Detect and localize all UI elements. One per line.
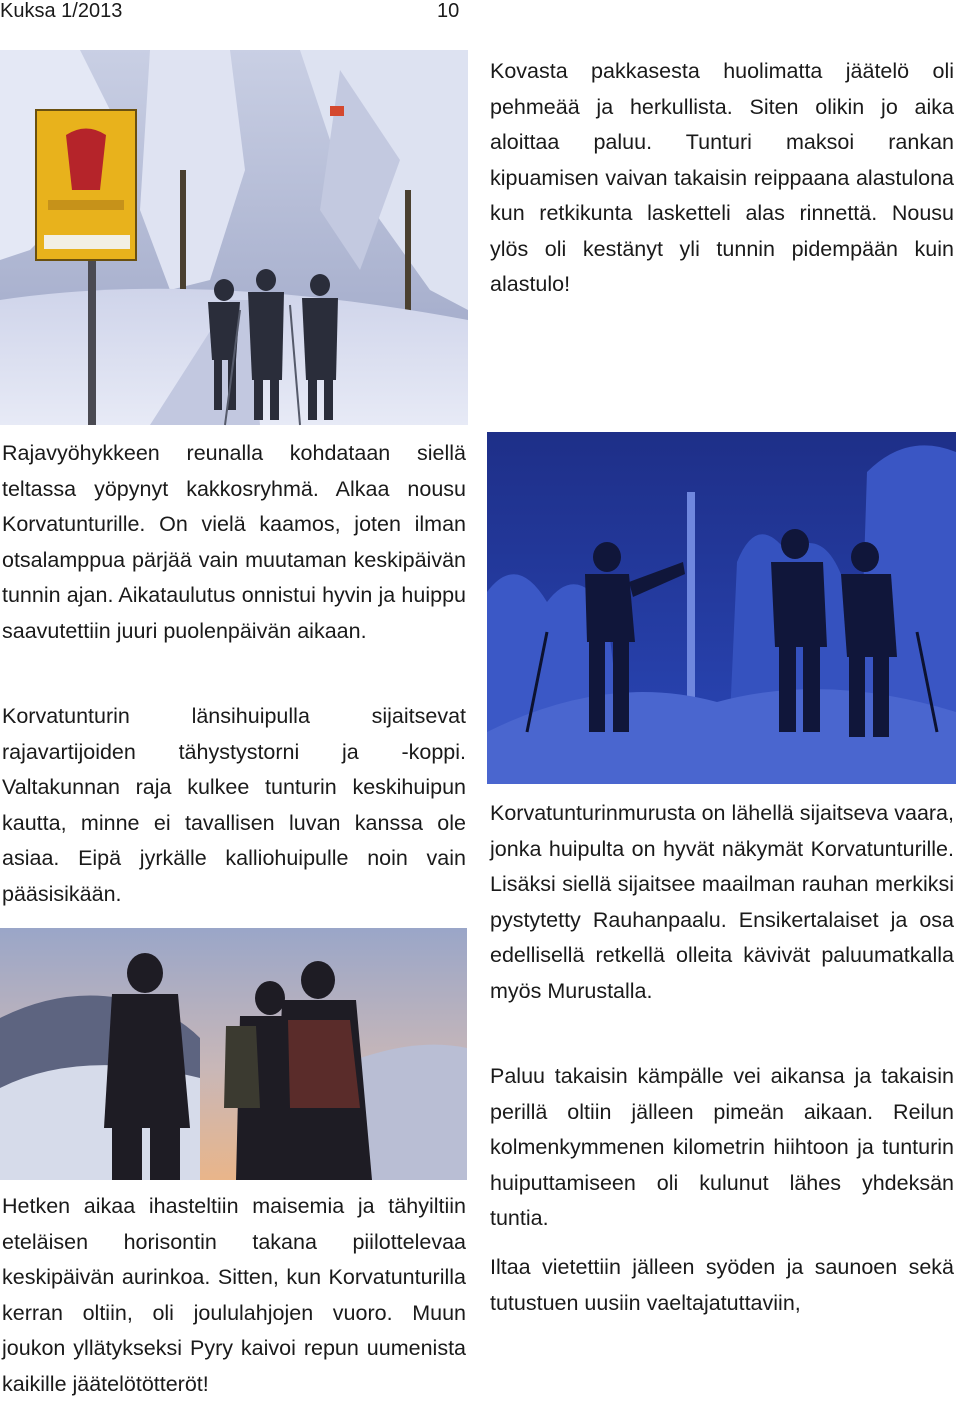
paragraph-right-4: Iltaa vietettiin jälleen syöden ja saunoen sekä tutustuen uusiin vaeltajatuttaviin, [490, 1255, 954, 1315]
photo-border-sign-skiers-image [0, 50, 468, 425]
paragraph-left-1: Rajavyöhykkeen reunalla kohdataan siellä teltassa yöpynyt kakkosryhmä. Alkaa nousu Korvatunturille. On vielä kaamos, joten ilman otsalamppua pärjää vain muutaman keskipäivän tunnin ajan. Aikataulutus onnistui hyvin ja huippu saavutettiin juuri puolenpäivän aikaan. [2, 441, 466, 643]
photo-sunset-summit-group [0, 928, 467, 1180]
page-number: 10 [437, 0, 460, 22]
photo-border-sign-skiers [0, 50, 468, 425]
paragraph-left-3: Hetken aikaa ihasteltiin maisemia ja tähyiltiin eteläisen horisontin takana piilottelevaa keskipäivän aurinkoa. Sitten, kun Korvatunturilla kerran oltiin, oli joululahjojen vuoro. Muun joukon yllätykseksi Pyry kaivoi repun uumenista kaikille jäätelötötteröt! [2, 1194, 466, 1396]
photo-night-summit-group [487, 432, 956, 784]
paragraph-right-1: Kovasta pakkasesta huolimatta jäätelö oli pehmeää ja herkullista. Siten olikin jo aika aloittaa paluu. Tunturi maksoi rankan kipuamisen vaivan takaisin reippaana alastulona kun retkikunta lasketteli alas rinnettä. Nousu ylös oli kestänyt yli tunnin pidempään kuin alastulo! [490, 59, 954, 296]
page-header [0, 0, 470, 26]
photo-sunset-summit-group-image [0, 928, 467, 1180]
paragraph-right-3: Paluu takaisin kämpälle vei aikansa ja takaisin perillä oltiin jälleen pimeän aikaan. Reilun kolmenkymmenen kilometrin hiihtoon ja tunturin huiputtamiseen oli kulunut lähes yhdeksän tuntia. [490, 1064, 954, 1230]
paragraph-left-2: Korvatunturin länsihuipulla sijaitsevat rajavartijoiden tähystystorni ja -koppi. Valtakunnan raja kulkee tunturin keskihuipun kautta, minne ei tavallisen luvan kanssa ole asiaa. Eipä jyrkälle kalliohuipulle noin vain pääsisikään. [2, 704, 466, 906]
paragraph-right-2: Korvatunturinmurusta on lähellä sijaitseva vaara, jonka huipulta on hyvät näkymät Korvatunturille. Lisäksi siellä sijaitsee maailman rauhan merkiksi pystytetty Rauhanpaalu. Ensikertalaiset ja osa edellisellä retkellä olleita kävivät paluumatkalla myös Murustalla. [490, 801, 954, 1003]
issue-label: Kuksa 1/2013 [0, 0, 123, 22]
photo-night-summit-group-image [487, 432, 956, 784]
